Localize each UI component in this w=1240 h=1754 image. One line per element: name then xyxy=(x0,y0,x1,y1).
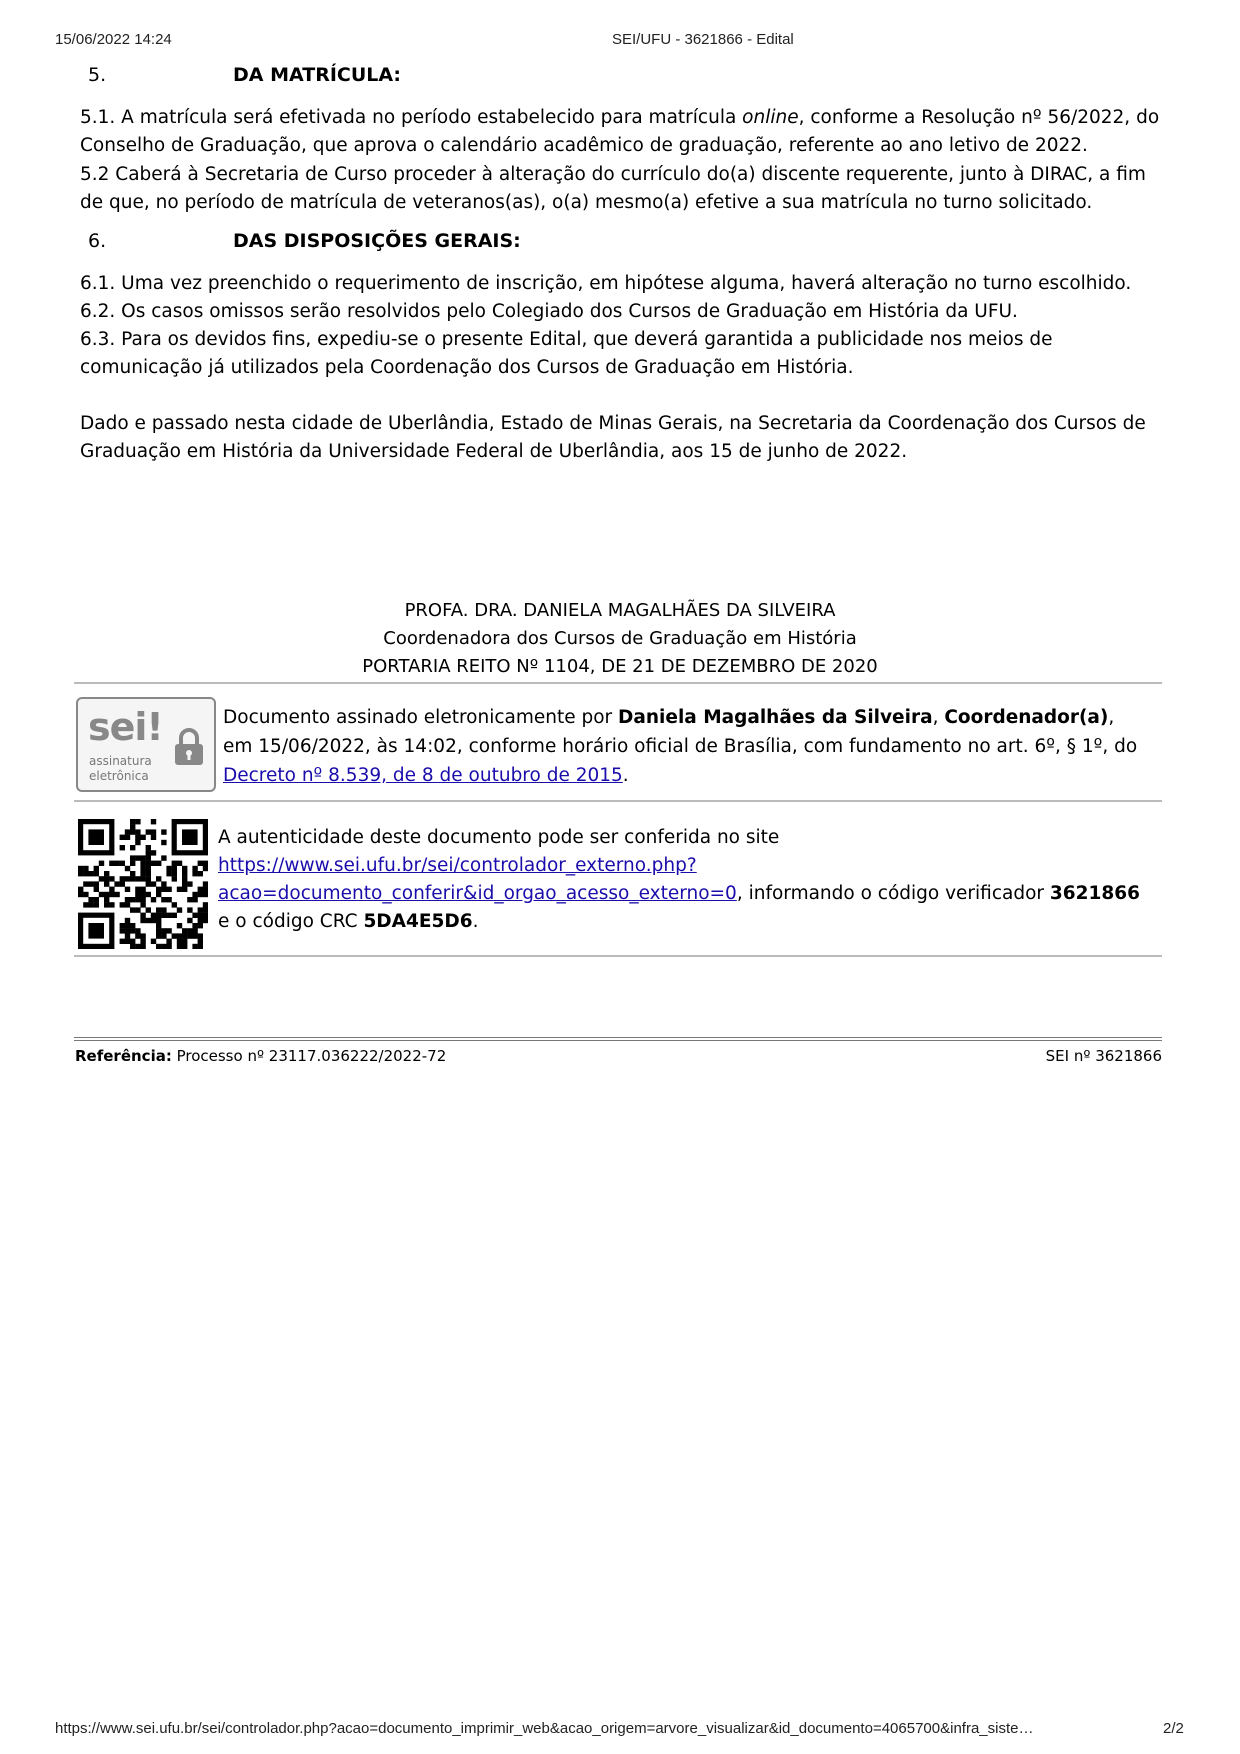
paragraph-6-1: 6.1. Uma vez preenchido o requerimento de inscrição, em hipótese alguma, haverá alteração no turno escolhido. xyxy=(80,273,1132,294)
process-number: Processo nº 23117.036222/2022-72 xyxy=(171,1047,447,1065)
signatory-name: PROFA. DRA. DANIELA MAGALHÃES DA SILVEIRA xyxy=(404,600,836,621)
section-5-heading xyxy=(80,64,401,86)
signer-name: Daniela Magalhães da Silveira xyxy=(618,707,933,728)
divider xyxy=(74,800,1162,802)
sei-number: SEI nº 3621866 xyxy=(1045,1047,1162,1065)
section-5-number: 5. xyxy=(88,64,107,86)
verifier-code: 3621866 xyxy=(1049,883,1141,904)
print-page-number: 2/2 xyxy=(1163,1720,1184,1737)
sei-logo-sub2: eletrônica xyxy=(89,769,149,783)
signer-role: Coordenador(a) xyxy=(944,707,1109,728)
print-title: SEI/UFU - 3621866 - Edital xyxy=(612,31,794,48)
print-datetime: 15/06/2022 14:24 xyxy=(55,31,172,48)
authenticity-text: A autenticidade deste documento pode ser conferida no site https://www.sei.ufu.br/sei/controlador_externo.php? acao=documento_conferir&id_orgao_acesso_externo=0, informando o código verificador 3621866 e o código CRC 5DA4E5D6. xyxy=(218,827,1141,932)
paragraph-6-3: 6.3. Para os devidos fins, expediu-se o presente Edital, que deverá garantida a publicidade nos meios de comunicação já utilizados pela Coordenação dos Cursos de Graduação em História. xyxy=(80,329,1053,378)
signatory-portaria: PORTARIA REITO Nº 1104, DE 21 DE DEZEMBRO DE 2020 xyxy=(362,656,878,677)
divider xyxy=(74,682,1162,684)
paragraph-5-1: 5.1. A matrícula será efetivada no período estabelecido para matrícula online, conforme a Resolução nº 56/2022, do Conselho de Graduação, que aprova o calendário acadêmico de graduação, referente ao ano letivo de 2022. xyxy=(80,107,1160,156)
section-6-title: DAS DISPOSIÇÕES GERAIS: xyxy=(233,230,521,252)
signatory-role: Coordenadora dos Cursos de Graduação em História xyxy=(383,628,857,649)
print-url: https://www.sei.ufu.br/sei/controlador.php?acao=documento_imprimir_web&acao_origem=arvore_visualizar&id_documento=4065700&infra_siste… xyxy=(55,1720,1034,1737)
divider xyxy=(74,955,1162,957)
sei-signature-logo xyxy=(76,697,216,792)
paragraph-6-2: 6.2. Os casos omissos serão resolvidos pelo Colegiado dos Cursos de Graduação em História da UFU. xyxy=(80,301,1018,322)
closing-paragraph: Dado e passado nesta cidade de Uberlândia, Estado de Minas Gerais, na Secretaria da Coordenação dos Cursos de Graduação em História da Universidade Federal de Uberlândia, aos 15 de junho de 2022. xyxy=(80,413,1146,462)
sei-logo-text: sei! xyxy=(88,705,163,749)
reference-divider xyxy=(74,1037,1162,1041)
section-6-number: 6. xyxy=(88,230,107,252)
section-5-title: DA MATRÍCULA: xyxy=(233,64,402,86)
decree-link[interactable]: Decreto nº 8.539, de 8 de outubro de 2015 xyxy=(223,765,623,786)
section-6-heading xyxy=(80,230,521,252)
crc-code: 5DA4E5D6 xyxy=(363,911,473,932)
signature-text: Documento assinado eletronicamente por Daniela Magalhães da Silveira, Coordenador(a), em 15/06/2022, às 14:02, conforme horário oficial de Brasília, com fundamento no art. 6º, § 1º, do Decreto nº 8.539, de 8 de outubro de 2015. xyxy=(223,707,1138,786)
paragraph-5-2: 5.2 Caberá à Secretaria de Curso proceder à alteração do currículo do(a) discente requerente, junto à DIRAC, a fim de que, no período de matrícula de veteranos(as), o(a) mesmo(a) efetive a sua matrícula no turno solicitado. xyxy=(80,164,1146,213)
qr-code-icon xyxy=(78,819,208,949)
reference-label: Referência: Processo nº 23117.036222/2022-72 xyxy=(75,1047,447,1065)
sei-logo-sub1: assinatura xyxy=(89,754,152,768)
verification-url-link[interactable]: https://www.sei.ufu.br/sei/controlador_externo.php? acao=documento_conferir&id_orgao_acesso_externo=0 xyxy=(218,855,737,904)
padlock-icon xyxy=(172,727,206,767)
